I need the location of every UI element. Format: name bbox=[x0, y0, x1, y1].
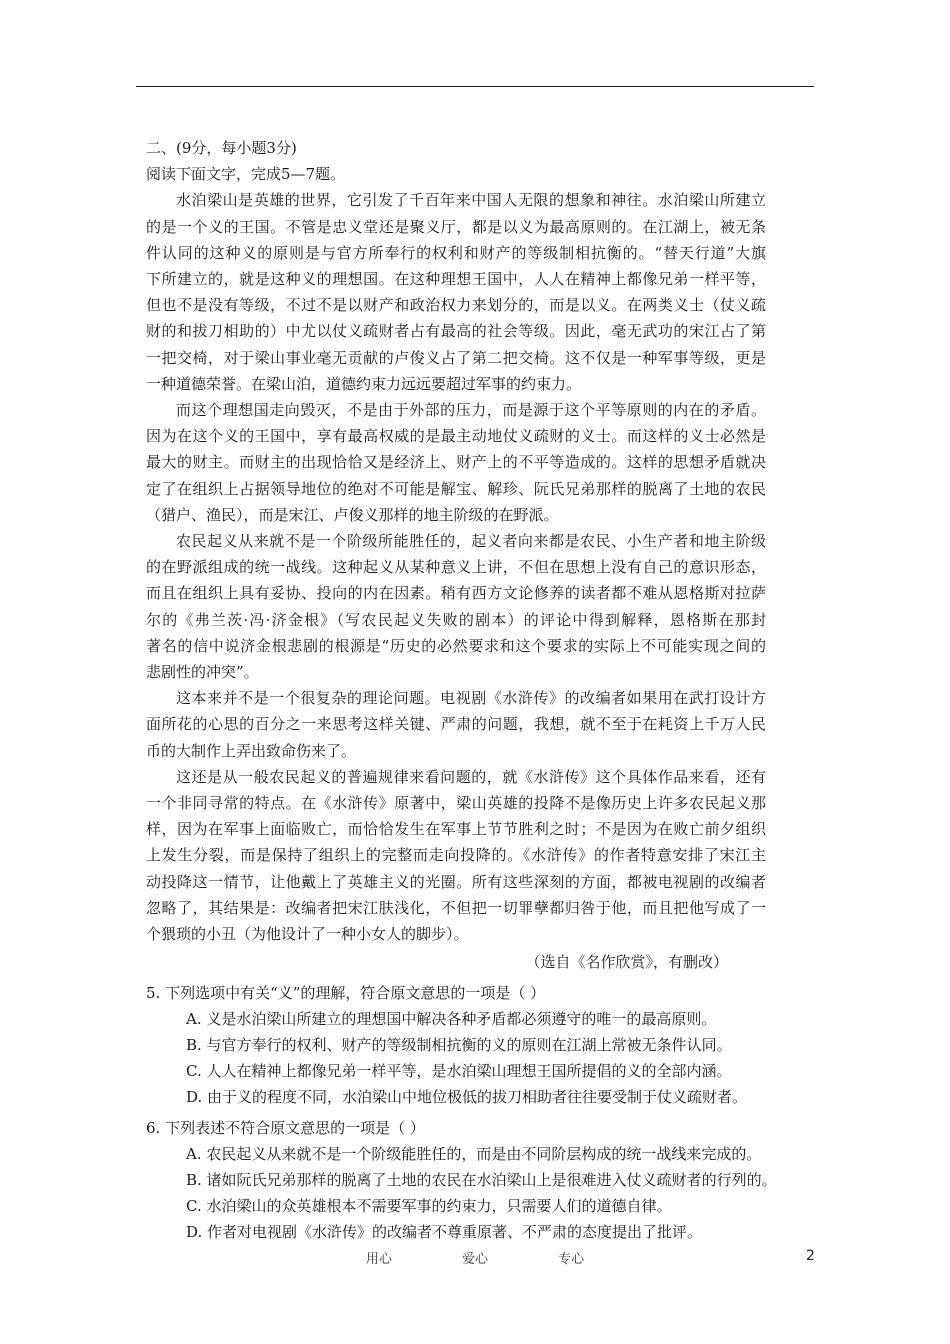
text-line: 上发生分裂，而是保持了组织上的完整而走向投降的。《水浒传》的作者特意安排了宋江主 bbox=[146, 846, 766, 865]
option-b: B. 诸如阮氏兄弟那样的脱离了土地的农民在水泊梁山上是很难进入仗义疏财者的行列的。 bbox=[186, 1170, 777, 1189]
instruction: 阅读下面文字，完成5—7题。 bbox=[146, 165, 346, 184]
text-line: 一把交椅，对于梁山事业毫无贡献的卢俊义占了第二把交椅。这不仅是一种军事等级，更是 bbox=[146, 348, 766, 367]
text-line: 因为在这个义的王国中，享有最高权威的是最主动地仗义疏财的义士。而这样的义士必然是 bbox=[146, 427, 766, 446]
paragraph-2 bbox=[146, 397, 766, 528]
text-line: 样，因为在军事上面临败亡，而恰恰发生在军事上节节胜利之时；不是因为在败亡前夕组织 bbox=[146, 820, 766, 839]
question-6 bbox=[146, 1115, 777, 1246]
text-line: 件认同的这种义的原则是与官方所奉行的权利和财产的等级制相抗衡的。“替天行道”大旗 bbox=[146, 243, 766, 262]
paragraph-4 bbox=[146, 685, 766, 764]
text-line: 面所花的心思的百分之一来思考这样关键、严肃的问题，我想，就不至于在耗资上千万人民 bbox=[146, 715, 766, 734]
text-line: 但也不是没有等级，不过不是以财产和政治权力来划分的，而是以义。在两类义士（仗义疏 bbox=[146, 296, 766, 315]
option-b: B. 与官方奉行的权利、财产的等级制相抗衡的义的原则在江湖上常被无条件认同。 bbox=[186, 1035, 732, 1054]
paragraph-3 bbox=[146, 528, 766, 685]
text-line: 的是一个义的王国。不管是忠义堂还是聚义厅，都是以义为最高原则的。在江湖上，被无条 bbox=[146, 217, 766, 236]
section-heading: 二、(9分，每小题3分) bbox=[146, 139, 297, 157]
text-line: （猎户、渔民），而是宋江、卢俊义那样的地主阶级的在野派。 bbox=[146, 505, 559, 524]
text-line: 水泊梁山是英雄的世界，它引发了千百年来中国人无限的想象和神往。水泊梁山所建立 bbox=[176, 191, 766, 210]
text-line: 而且在组织上具有妥协、投向的内在因素。稍有西方文论修养的读者都不难从恩格斯对拉萨 bbox=[146, 584, 766, 603]
text-line: 币的大制作上弄出致命伤来了。 bbox=[146, 741, 357, 760]
text-line: 尔的《弗兰茨·冯·济金根》（写农民起义失败的剧本）的评论中得到解释，恩格斯在那封 bbox=[146, 610, 766, 629]
text-line: 的在野派组成的统一战线。这种起义从某种意义上讲，不但在思想上没有自己的意识形态， bbox=[146, 558, 766, 577]
text-line: 财的和拔刀相助的）中尤以仗义疏财者占有最高的社会等级。因此，毫无武功的宋江占了第 bbox=[146, 322, 766, 341]
footer-right: 专心 bbox=[558, 1252, 585, 1267]
paragraph-1 bbox=[146, 187, 766, 397]
page-number: 2 bbox=[806, 1248, 815, 1264]
option-a: A. 义是水泊梁山所建立的理想国中解决各种矛盾都必须遵守的唯一的最高原则。 bbox=[186, 1009, 717, 1028]
question-stem: 6. 下列表述不符合原文意思的一项是（ ） bbox=[146, 1118, 425, 1137]
option-c: C. 人人在精神上都像兄弟一样平等，是水泊梁山理想王国所提倡的义的全部内涵。 bbox=[186, 1062, 732, 1081]
paragraph-5 bbox=[146, 764, 766, 947]
text-line: 个猥琐的小丑（为他设计了一种小女人的脚步）。 bbox=[146, 925, 469, 944]
question-stem: 5. 下列选项中有关“义”的理解，符合原文意思的一项是（ ） bbox=[146, 983, 546, 1002]
text-line: 著名的信中说济金根悲剧的根源是“历史的必然要求和这个要求的实际上不可能实现之间的 bbox=[146, 636, 766, 655]
header-rule bbox=[136, 86, 814, 87]
text-line: 这还是从一般农民起义的普遍规律来看问题的，就《水浒传》这个具体作品来看，还有 bbox=[176, 767, 766, 786]
document-body bbox=[146, 135, 777, 1246]
text-line: 悲剧性的冲突”。 bbox=[146, 663, 259, 682]
text-line: 一种道德荣誉。在梁山泊，道德约束力远远要超过军事的约束力。 bbox=[146, 374, 582, 393]
text-line: 最大的财主。而财主的出现恰恰又是经济上、财产上的不平等造成的。这样的思想矛盾就决 bbox=[146, 453, 766, 472]
footer-middle: 爱心 bbox=[461, 1252, 488, 1267]
text-line: 一个非同寻常的特点。在《水浒传》原著中，梁山英雄的投降不是像历史上许多农民起义那 bbox=[146, 794, 766, 813]
source-citation: （选自《名作欣赏》，有删改） bbox=[525, 953, 728, 972]
footer-left: 用心 bbox=[365, 1252, 392, 1267]
text-line: 定了在组织上占据领导地位的绝对不可能是解宝、解珍、阮氏兄弟那样的脱离了土地的农民 bbox=[146, 479, 766, 498]
text-line: 下所建立的，就是这种义的理想国。在这种理想王国中，人人在精神上都像兄弟一样平等， bbox=[146, 270, 766, 289]
option-d: D. 由于义的程度不同，水泊梁山中地位极低的拔刀相助者往往要受制于仗义疏财者。 bbox=[186, 1088, 748, 1107]
option-a: A. 农民起义从来就不是一个阶级能胜任的，而是由不同阶层构成的统一战线来完成的。 bbox=[186, 1144, 762, 1163]
text-line: 忽略了，其结果是：改编者把宋江肤浅化，不但把一切罪孽都归咎于他，而且把他写成了一 bbox=[146, 898, 766, 917]
option-d: D. 作者对电视剧《水浒传》的改编者不尊重原著、不严肃的态度提出了批评。 bbox=[186, 1223, 703, 1242]
text-line: 动投降这一情节，让他戴上了英雄主义的光圈。所有这些深刻的方面，都被电视剧的改编者 bbox=[146, 872, 766, 891]
question-5 bbox=[146, 980, 766, 1111]
text-line: 这本来并不是一个很复杂的理论问题。电视剧《水浒传》的改编者如果用在武打设计方 bbox=[176, 689, 766, 708]
text-line: 农民起义从来就不是一个阶级所能胜任的，起义者向来都是农民、小生产者和地主阶级 bbox=[176, 532, 766, 551]
text-line: 而这个理想国走向毁灭，不是由于外部的压力，而是源于这个平等原则的内在的矛盾。 bbox=[176, 401, 766, 420]
option-c: C. 水泊梁山的众英雄根本不需要军事的约束力，只需要人们的道德自律。 bbox=[186, 1197, 672, 1216]
